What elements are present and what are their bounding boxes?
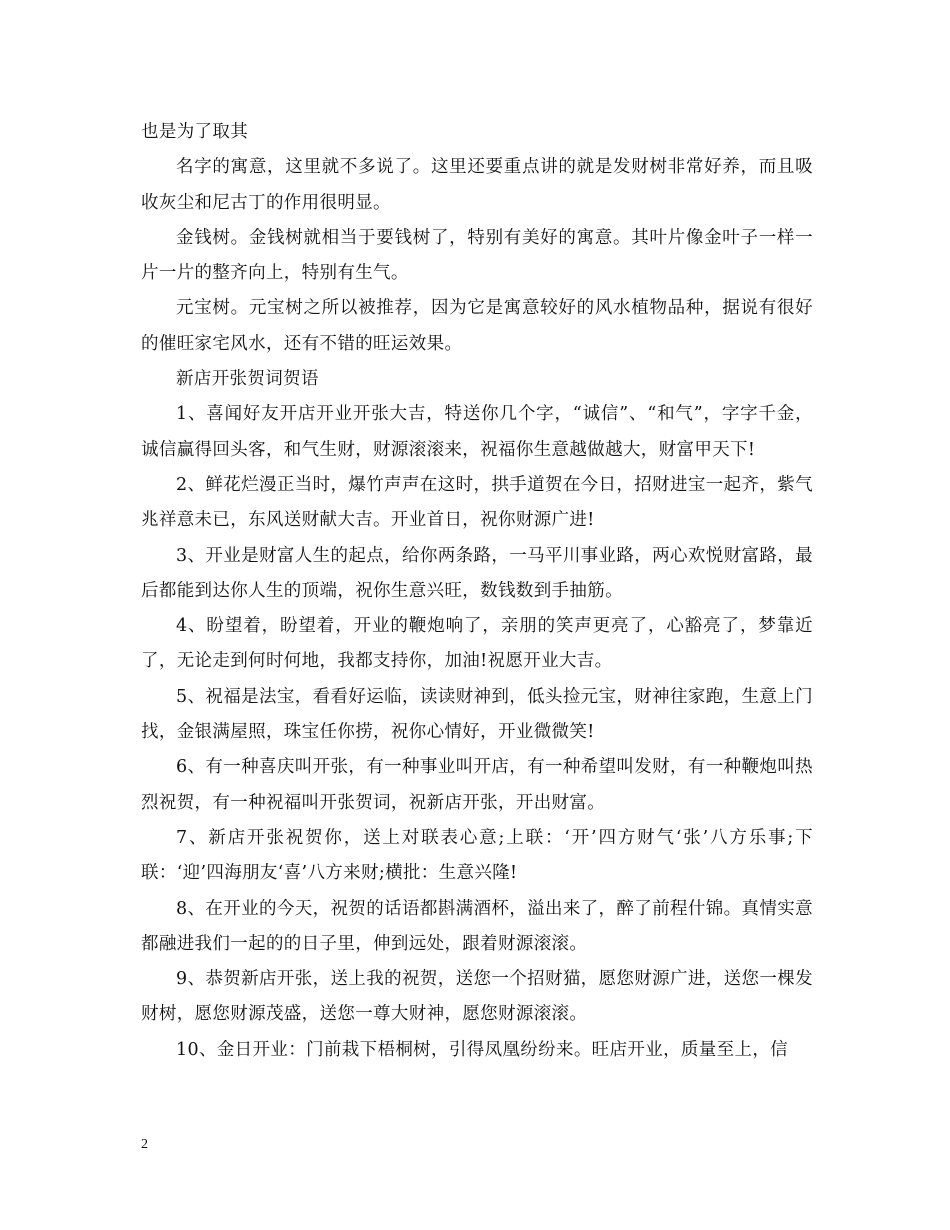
paragraph: 2、鲜花烂漫正当时，爆竹声声在这时，拱手道贺在今日，招财进宝一起齐，紫气兆祥意未已，东风送财献大吉。开业首日，祝你财源广进! — [141, 474, 813, 531]
page-number: 2 — [141, 1137, 148, 1152]
paragraph: 也是为了取其 — [141, 122, 249, 142]
paragraph: 名字的寓意，这里就不多说了。这里还要重点讲的就是发财树非常好养，而且吸收灰尘和尼古丁的作用很明显。 — [141, 157, 813, 213]
paragraph: 元宝树。元宝树之所以被推荐，因为它是寓意较好的风水植物品种，据说有很好的催旺家宅风水，还有不错的旺运效果。 — [141, 298, 813, 354]
paragraph: 3、开业是财富人生的起点，给你两条路，一马平川事业路，两心欢悦财富路，最后都能到达你人生的顶端，祝你生意兴旺，数钱数到手抽筋。 — [141, 545, 813, 601]
paragraph: 4、盼望着，盼望着，开业的鞭炮响了，亲朋的笑声更亮了，心豁亮了，梦靠近了，无论走到何时何地，我都支持你，加油!祝愿开业大吉。 — [141, 616, 813, 672]
section-heading: 新店开张贺词贺语 — [176, 369, 319, 390]
paragraph: 10、金日开业：门前栽下梧桐树，引得凤凰纷纷来。旺店开业，质量至上，信 — [176, 1039, 789, 1060]
paragraph: 6、有一种喜庆叫开张，有一种事业叫开店，有一种希望叫发财，有一种鞭炮叫热烈祝贺，有一种祝福叫开张贺词，祝新店开张，开出财富。 — [141, 757, 813, 813]
paragraph: 1、喜闻好友开店开业开张大吉，特送你几个字，“诚信”、“和气”，字字千金，诚信赢得回头客，和气生财，财源滚滚来，祝福你生意越做越大，财富甲天下! — [141, 404, 813, 460]
paragraph: 7、新店开张祝贺你，送上对联表心意;上联：‘开’四方财气‘张’八方乐事;下联：‘迎’四海朋友‘喜’八方来财;横批：生意兴隆! — [141, 827, 813, 884]
paragraph: 5、祝福是法宝，看看好运临，读读财神到，低头捡元宝，财神往家跑，生意上门找，金银满屋照，珠宝任你捞，祝你心情好，开业微微笑! — [141, 686, 813, 743]
paragraph: 金钱树。金钱树就相当于要钱树了，特别有美好的寓意。其叶片像金叶子一样一片一片的整齐向上，特别有生气。 — [141, 227, 813, 284]
paragraph: 9、恭贺新店开张，送上我的祝贺，送您一个招财猫，愿您财源广进，送您一棵发财树，愿您财源茂盛，送您一尊大财神，愿您财源滚滚。 — [141, 969, 813, 1025]
document-body — [141, 115, 813, 1068]
paragraph: 8、在开业的今天，祝贺的话语都斟满酒杯，溢出来了，醉了前程什锦。真情实意都融进我们一起的的日子里，伸到远处，跟着财源滚滚。 — [141, 898, 813, 954]
